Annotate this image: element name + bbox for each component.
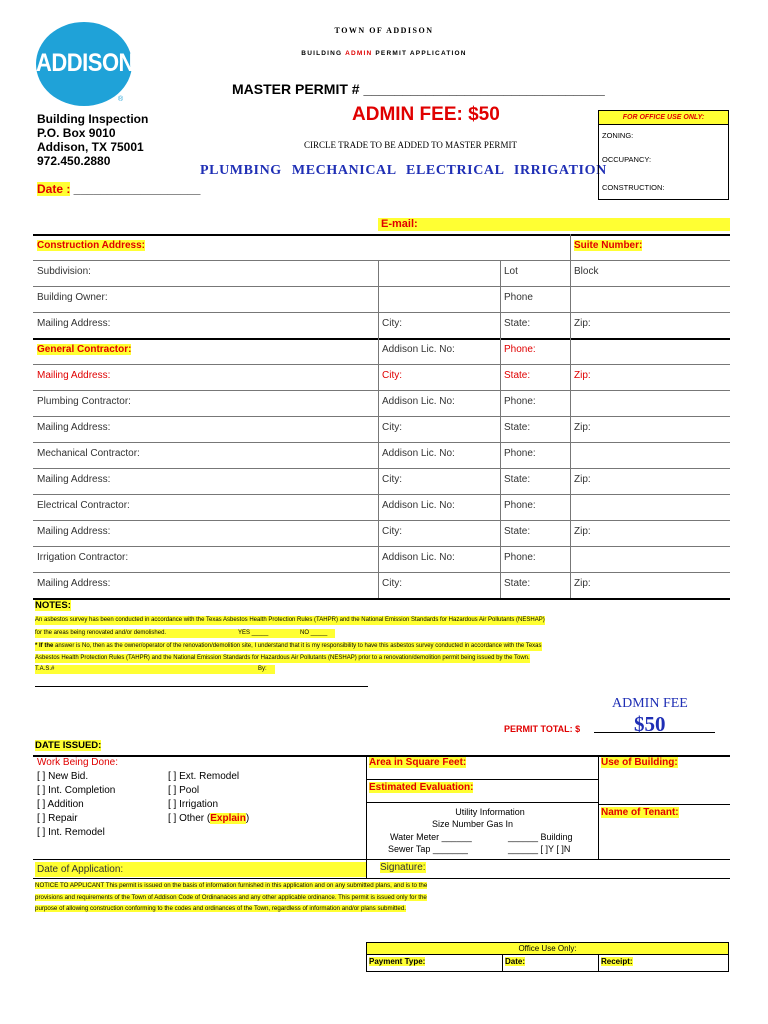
form-cell-label: General Contractor: xyxy=(37,344,132,355)
form-cell-label: Suite Number: xyxy=(574,240,643,251)
form-cell[interactable] xyxy=(500,442,570,468)
form-cell-label: Construction Address: xyxy=(37,240,145,251)
form-cell-label: Addison Lic. No: xyxy=(382,396,455,407)
checkbox-pool[interactable]: [ ] Pool xyxy=(168,785,200,796)
form-cell[interactable] xyxy=(378,546,500,572)
divider xyxy=(366,755,367,879)
form-cell-label: Block xyxy=(574,266,599,277)
form-cell[interactable] xyxy=(378,390,500,416)
form-row xyxy=(33,390,730,416)
form-cell[interactable] xyxy=(570,286,730,312)
form-row xyxy=(33,338,730,364)
address-line: Addison, TX 75001 xyxy=(37,140,144,154)
form-cell-label: Zip: xyxy=(574,526,591,537)
form-cell[interactable] xyxy=(500,520,570,546)
address-line: Building Inspection xyxy=(37,112,149,126)
form-cell[interactable] xyxy=(500,286,570,312)
form-cell-label: State: xyxy=(504,370,531,381)
form-row xyxy=(33,520,730,546)
form-row xyxy=(33,494,730,520)
form-cell[interactable] xyxy=(570,260,730,286)
form-cell-label: Addison Lic. No: xyxy=(382,448,455,459)
form-cell[interactable] xyxy=(33,572,378,598)
form-cell[interactable] xyxy=(570,364,730,390)
form-cell-label: City: xyxy=(382,318,402,329)
form-cell-label: City: xyxy=(382,370,402,381)
form-cell-label: Mailing Address: xyxy=(37,422,111,433)
form-cell-label: Addison Lic. No: xyxy=(382,500,455,511)
form-cell[interactable] xyxy=(33,442,378,468)
building-field[interactable]: ______ Building xyxy=(508,832,573,842)
form-cell-label: City: xyxy=(382,474,402,485)
form-cell[interactable] xyxy=(500,468,570,494)
form-cell-label: State: xyxy=(504,474,531,485)
construction-field[interactable]: CONSTRUCTION: xyxy=(602,183,665,192)
form-cell[interactable] xyxy=(378,494,500,520)
notice-to-applicant: NOTICE TO APPLICANT This permit is issued on the basis of information furnished in this application and on any submitted plans, and is to the provisions and requirements of the Town of Addison Code of Ordinanaces and any other applicable ordinance. This permit is issued only for the purpose of allowing construction conforming to the codes and ordinances of the Town, regardless of information and/or plans submitted. xyxy=(35,882,428,912)
work-being-done-label: Work Being Done: xyxy=(37,757,118,768)
form-cell-label: State: xyxy=(504,318,531,329)
divider xyxy=(33,878,730,879)
signature-field[interactable]: Signature: xyxy=(380,862,426,873)
form-cell[interactable] xyxy=(570,494,730,520)
form-cell[interactable] xyxy=(500,572,570,598)
estimated-evaluation-field[interactable]: Estimated Evaluation: xyxy=(369,782,474,793)
form-cell[interactable] xyxy=(570,572,730,598)
date-field[interactable]: Date : ___________________ xyxy=(37,182,201,196)
date-label: Date : xyxy=(37,182,71,196)
divider xyxy=(33,859,730,860)
row-divider xyxy=(33,312,730,313)
row-divider xyxy=(33,364,730,365)
form-cell-label: Zip: xyxy=(574,578,591,589)
form-cell[interactable] xyxy=(378,520,500,546)
form-row xyxy=(33,442,730,468)
row-divider xyxy=(33,598,730,600)
form-cell[interactable] xyxy=(378,416,500,442)
form-cell[interactable] xyxy=(33,494,378,520)
explain-label: Explain xyxy=(210,813,246,824)
checkbox-int-completion[interactable]: [ ] Int. Completion xyxy=(37,785,116,796)
office-use-box xyxy=(598,110,729,200)
admin-fee-label: ADMIN FEE xyxy=(612,696,688,711)
office-use-bottom-title: Office Use Only: xyxy=(367,943,728,955)
email-field[interactable]: E-mail: xyxy=(378,218,730,231)
form-cell[interactable] xyxy=(500,338,570,364)
row-divider xyxy=(33,520,730,521)
asbestos-note-line: * If the answer is No, then as the owner/operator of the renovation/demolition site, I understand that it is my responsibility to have this asbestos survey conducted in accordance with the Texas xyxy=(35,643,542,649)
form-cell[interactable] xyxy=(33,338,378,364)
yes-field[interactable]: YES _____ xyxy=(238,630,269,636)
permit-total-label: PERMIT TOTAL: $ xyxy=(504,724,581,734)
form-cell[interactable] xyxy=(33,286,378,312)
form-cell-label: Mailing Address: xyxy=(37,474,111,485)
row-divider xyxy=(33,286,730,287)
form-cell[interactable] xyxy=(500,234,570,260)
name-of-tenant-field[interactable]: Name of Tenant: xyxy=(601,807,679,818)
divider xyxy=(598,804,730,805)
form-cell-label: City: xyxy=(382,526,402,537)
form-cell-label: Phone xyxy=(504,292,533,303)
checkbox-new-bid[interactable]: [ ] New Bid. xyxy=(37,771,89,782)
divider xyxy=(598,755,599,859)
row-divider xyxy=(33,338,730,340)
form-cell[interactable] xyxy=(500,364,570,390)
row-divider xyxy=(33,442,730,443)
form-cell-label: Subdivision: xyxy=(37,266,91,277)
form-cell-label: Phone: xyxy=(504,552,536,563)
form-cell[interactable] xyxy=(500,546,570,572)
checkbox-repair[interactable]: [ ] Repair xyxy=(37,813,78,824)
form-cell-label: Irrigation Contractor: xyxy=(37,552,129,563)
form-cell[interactable] xyxy=(570,312,730,338)
form-cell[interactable] xyxy=(378,338,500,364)
form-cell[interactable] xyxy=(378,572,500,598)
utility-subheader: Size Number Gas In xyxy=(432,819,514,829)
office-date-field[interactable]: Date: xyxy=(503,955,599,972)
form-cell[interactable] xyxy=(33,234,378,260)
gas-yn-field[interactable]: ______ [ ]Y [ ]N xyxy=(508,844,571,854)
form-cell-label: Mailing Address: xyxy=(37,578,111,589)
form-cell[interactable] xyxy=(378,312,500,338)
form-cell-label: State: xyxy=(504,526,531,537)
date-issued-field[interactable]: DATE ISSUED: xyxy=(35,740,102,751)
form-cell[interactable] xyxy=(570,520,730,546)
form-cell-label: City: xyxy=(382,578,402,589)
notes-heading: NOTES: xyxy=(35,600,71,611)
form-cell[interactable] xyxy=(570,416,730,442)
office-use-bottom-box xyxy=(366,942,729,972)
utility-title: Utility Information xyxy=(455,807,525,817)
form-cell-label: Lot xyxy=(504,266,518,277)
form-row xyxy=(33,312,730,338)
form-cell-label: Electrical Contractor: xyxy=(37,500,130,511)
form-row xyxy=(33,468,730,494)
form-cell[interactable] xyxy=(500,390,570,416)
circle-trade-instruction: CIRCLE TRADE TO BE ADDED TO MASTER PERMIT xyxy=(304,140,517,150)
form-row xyxy=(33,546,730,572)
office-use-title: FOR OFFICE USE ONLY: xyxy=(599,111,728,125)
form-cell[interactable] xyxy=(33,390,378,416)
form-cell[interactable] xyxy=(500,494,570,520)
asbestos-note-line: Asbestos Health Protection Rules (TAHPR) and the National Emission Standards for Hazardous Air Pollutants (NESHAP) prior to a renovation/demolition permit being issued by the Town. xyxy=(35,655,530,661)
form-cell[interactable] xyxy=(378,364,500,390)
form-row xyxy=(33,416,730,442)
row-divider xyxy=(33,572,730,573)
form-cell[interactable] xyxy=(500,260,570,286)
date-of-application-field[interactable]: Date of Application: xyxy=(35,862,366,877)
form-cell[interactable] xyxy=(33,520,378,546)
form-cell-label: City: xyxy=(382,422,402,433)
form-cell-label: Phone: xyxy=(504,500,536,511)
town-title: TOWN OF ADDISON xyxy=(334,26,434,35)
tas-field[interactable]: T.A.S.# xyxy=(35,665,275,674)
column-divider xyxy=(500,260,501,598)
form-cell-label: Zip: xyxy=(574,422,591,433)
admin-fee-heading: ADMIN FEE: $50 xyxy=(352,104,500,125)
form-cell-label: Building Owner: xyxy=(37,292,108,303)
water-meter-field[interactable]: Water Meter ______ xyxy=(390,832,472,842)
row-divider xyxy=(33,416,730,417)
column-divider xyxy=(378,260,379,598)
master-permit-field[interactable]: MASTER PERMIT # _______________________________ xyxy=(232,81,605,97)
sewer-tap-field[interactable]: Sewer Tap _______ xyxy=(388,844,468,854)
row-divider xyxy=(33,546,730,547)
form-cell[interactable] xyxy=(378,286,500,312)
checkbox-int-remodel[interactable]: [ ] Int. Remodel xyxy=(37,827,105,838)
admin-word: ADMIN xyxy=(345,50,373,57)
form-cell-label: Addison Lic. No: xyxy=(382,552,455,563)
form-cell-label: Mailing Address: xyxy=(37,318,111,329)
use-of-building-field[interactable]: Use of Building: xyxy=(601,757,678,768)
form-row xyxy=(33,234,730,260)
row-divider xyxy=(33,494,730,495)
form-cell[interactable] xyxy=(33,260,378,286)
logo-registered-mark: ® xyxy=(118,96,124,103)
divider xyxy=(366,779,598,780)
form-row xyxy=(33,286,730,312)
by-field[interactable]: By: xyxy=(258,666,267,672)
form-cell-label: Phone: xyxy=(504,448,536,459)
form-cell[interactable] xyxy=(378,260,500,286)
address-line: 972.450.2880 xyxy=(37,154,111,168)
form-cell[interactable] xyxy=(378,234,500,260)
checkbox-irrigation[interactable]: [ ] Irrigation xyxy=(168,799,219,810)
form-cell-label: Plumbing Contractor: xyxy=(37,396,131,407)
occupancy-field[interactable]: OCCUPANCY: xyxy=(602,155,652,164)
form-cell[interactable] xyxy=(33,364,378,390)
form-cell[interactable] xyxy=(570,442,730,468)
form-cell[interactable] xyxy=(570,234,730,260)
form-cell-label: Phone: xyxy=(504,344,536,355)
form-cell[interactable] xyxy=(500,416,570,442)
form-cell-label: Zip: xyxy=(574,474,591,485)
no-field[interactable]: NO _____ xyxy=(300,630,328,636)
application-title: BUILDING ADMIN PERMIT APPLICATION xyxy=(301,50,467,57)
form-cell-label: Zip: xyxy=(574,370,591,381)
form-row xyxy=(33,572,730,598)
form-cell[interactable] xyxy=(33,468,378,494)
form-cell[interactable] xyxy=(33,416,378,442)
form-cell[interactable] xyxy=(378,468,500,494)
form-cell[interactable] xyxy=(500,312,570,338)
row-divider xyxy=(33,234,730,236)
checkbox-ext-remodel[interactable]: [ ] Ext. Remodel xyxy=(168,771,240,782)
row-divider xyxy=(33,468,730,469)
divider xyxy=(35,686,368,687)
form-cell[interactable] xyxy=(570,390,730,416)
form-cell[interactable] xyxy=(570,468,730,494)
form-cell[interactable] xyxy=(378,442,500,468)
checkbox-addition[interactable]: [ ] Addition xyxy=(37,799,84,810)
area-square-feet-field[interactable]: Area in Square Feet: xyxy=(369,757,467,768)
form-cell[interactable] xyxy=(570,546,730,572)
asbestos-note-line: for the areas being renovated and/or demolished. xyxy=(35,629,335,638)
form-cell-label: Phone: xyxy=(504,396,536,407)
form-row xyxy=(33,260,730,286)
asbestos-note-line: An asbestos survey has been conducted in accordance with the Texas Asbestos Health Protection Rules (TAHPR) and the National Emission Standards for Hazardous Air Pollutants (NESHAP) xyxy=(35,617,545,623)
form-cell-label: Mailing Address: xyxy=(37,526,111,537)
zoning-field[interactable]: ZONING: xyxy=(602,131,634,140)
divider xyxy=(366,802,598,803)
payment-type-field[interactable]: Payment Type: xyxy=(367,955,503,972)
permit-total-amount: $50 xyxy=(634,712,666,736)
checkbox-other[interactable]: [ ] Other (Explain) xyxy=(168,813,250,824)
form-cell[interactable] xyxy=(570,338,730,364)
form-cell[interactable] xyxy=(33,546,378,572)
logo-text: ADDISON xyxy=(36,48,134,77)
form-cell-label: Mailing Address: xyxy=(37,370,111,381)
row-divider xyxy=(33,260,730,261)
column-divider xyxy=(570,234,571,598)
form-cell-label: Zip: xyxy=(574,318,591,329)
form-cell-label: Addison Lic. No: xyxy=(382,344,455,355)
form-row xyxy=(33,364,730,390)
form-cell-label: State: xyxy=(504,578,531,589)
receipt-field[interactable]: Receipt: xyxy=(601,957,633,966)
row-divider xyxy=(33,390,730,391)
form-cell[interactable] xyxy=(33,312,378,338)
address-line: P.O. Box 9010 xyxy=(37,126,116,140)
form-cell-label: State: xyxy=(504,422,531,433)
form-cell-label: Mechanical Contractor: xyxy=(37,448,140,459)
trade-options[interactable]: PLUMBING MECHANICAL ELECTRICAL IRRIGATION xyxy=(200,163,607,178)
